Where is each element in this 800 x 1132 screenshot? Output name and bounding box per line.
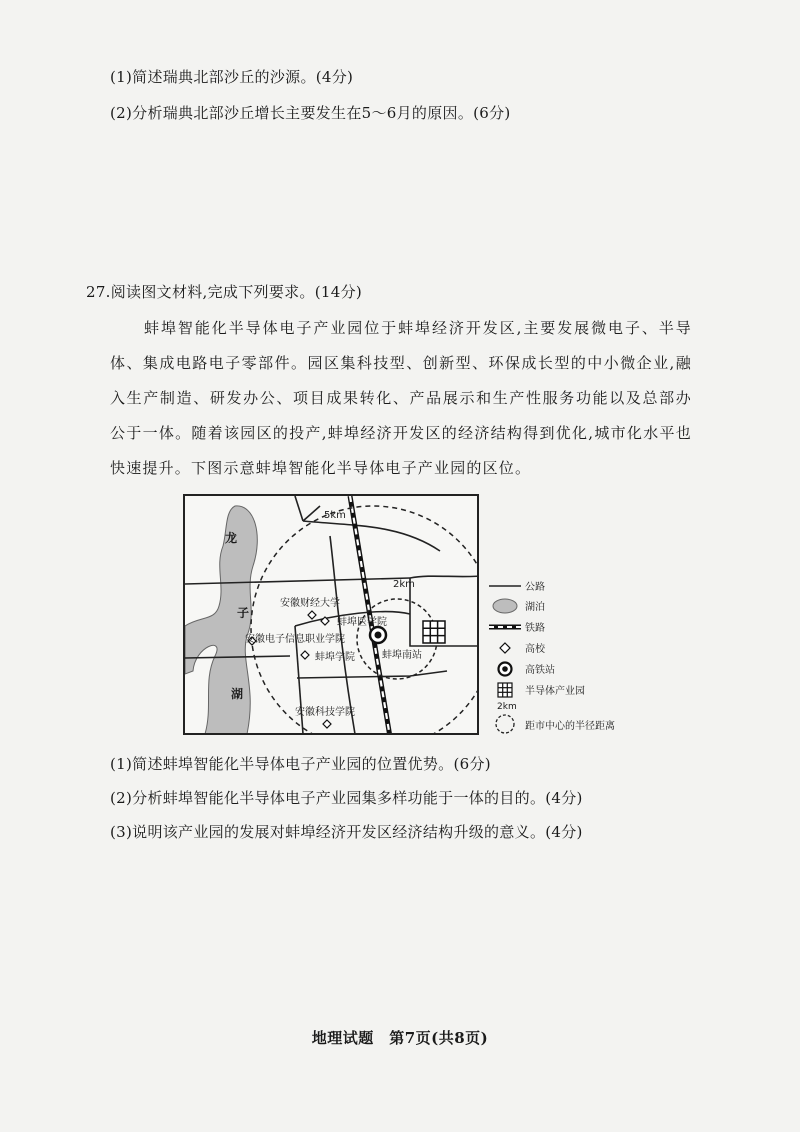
- legend-road-label: 公路: [525, 582, 545, 593]
- label-bengbu-college: 蚌埠学院: [315, 652, 355, 663]
- legend-road: [487, 578, 647, 594]
- semiconductor-park-marker: [423, 621, 445, 643]
- q27-sub1: (1)简述蚌埠智能化半导体电子产业园的位置优势。(6分): [110, 755, 491, 773]
- legend-railway-label: 铁路: [525, 623, 545, 634]
- legend-lake-label: 湖泊: [525, 602, 545, 613]
- legend-school-label: 高校: [525, 644, 545, 655]
- school-marker: [323, 720, 331, 728]
- radius-5km-label: 5km: [324, 510, 346, 521]
- legend-hsr-label: 高铁站: [525, 665, 555, 676]
- lake-char-long: 龙: [225, 531, 238, 545]
- label-bengbu-south: 蚌埠南站: [382, 650, 422, 661]
- page-footer: 地理试题 第7页(共8页): [311, 1029, 489, 1047]
- q26-sub2: (2)分析瑞典北部沙丘增长主要发生在5～6月的原因。(6分): [110, 104, 511, 122]
- legend-hsr: [487, 661, 647, 677]
- q26-sub1: (1)简述瑞典北部沙丘的沙源。(4分): [110, 68, 354, 86]
- road: [410, 576, 479, 578]
- legend-lake: [487, 598, 647, 614]
- label-anhui-electronic: 安徽电子信息职业学院: [245, 634, 345, 645]
- legend-radius-label: 距市中心的半径距离: [525, 721, 615, 732]
- location-map: [183, 494, 479, 735]
- road: [185, 656, 290, 658]
- legend-radius-icon-label: 2km: [497, 702, 517, 712]
- road: [303, 521, 440, 551]
- label-anhui-sci-tech: 安徽科技学院: [295, 707, 355, 718]
- legend-radius: [487, 702, 647, 736]
- label-anhui-finance: 安徽财经大学: [280, 598, 340, 609]
- road: [185, 578, 410, 584]
- road: [295, 496, 303, 521]
- legend-school: [487, 640, 647, 656]
- lake-char-zi: 子: [237, 606, 250, 620]
- road: [297, 671, 447, 678]
- legend-semiconductor: [487, 682, 647, 698]
- q27-header: 27.阅读图文材料,完成下列要求。(14分): [86, 283, 363, 301]
- q27-sub2: (2)分析蚌埠智能化半导体电子产业园集多样功能于一体的目的。(4分): [110, 789, 583, 807]
- lake-char-hu: 湖: [231, 687, 244, 701]
- label-bengbu-medical: 蚌埠医学院: [337, 617, 387, 628]
- school-marker: [308, 611, 316, 619]
- school-marker: [301, 651, 309, 659]
- q27-paragraph: 蚌埠智能化半导体电子产业园位于蚌埠经济开发区,主要发展微电子、半导体、集成电路电子零部件。园区集科技型、创新型、环保成长型的中小微企业,融入生产制造、研发办公、项目成果转化、产品展示和生产性服务功能以及总部办公于一体。随着该园区的投产,蚌埠经济开发区的经济结构得到优化,城市化水平也快速提升。下图示意蚌埠智能化半导体电子产业园的区位。: [110, 319, 692, 477]
- legend-semiconductor-label: 半导体产业园: [525, 686, 585, 697]
- legend-railway: [487, 619, 647, 635]
- radius-2km-label: 2km: [393, 579, 415, 590]
- q27-sub3: (3)说明该产业园的发展对蚌埠经济开发区经济结构升级的意义。(4分): [110, 823, 583, 841]
- hsr-station-marker: [370, 627, 386, 643]
